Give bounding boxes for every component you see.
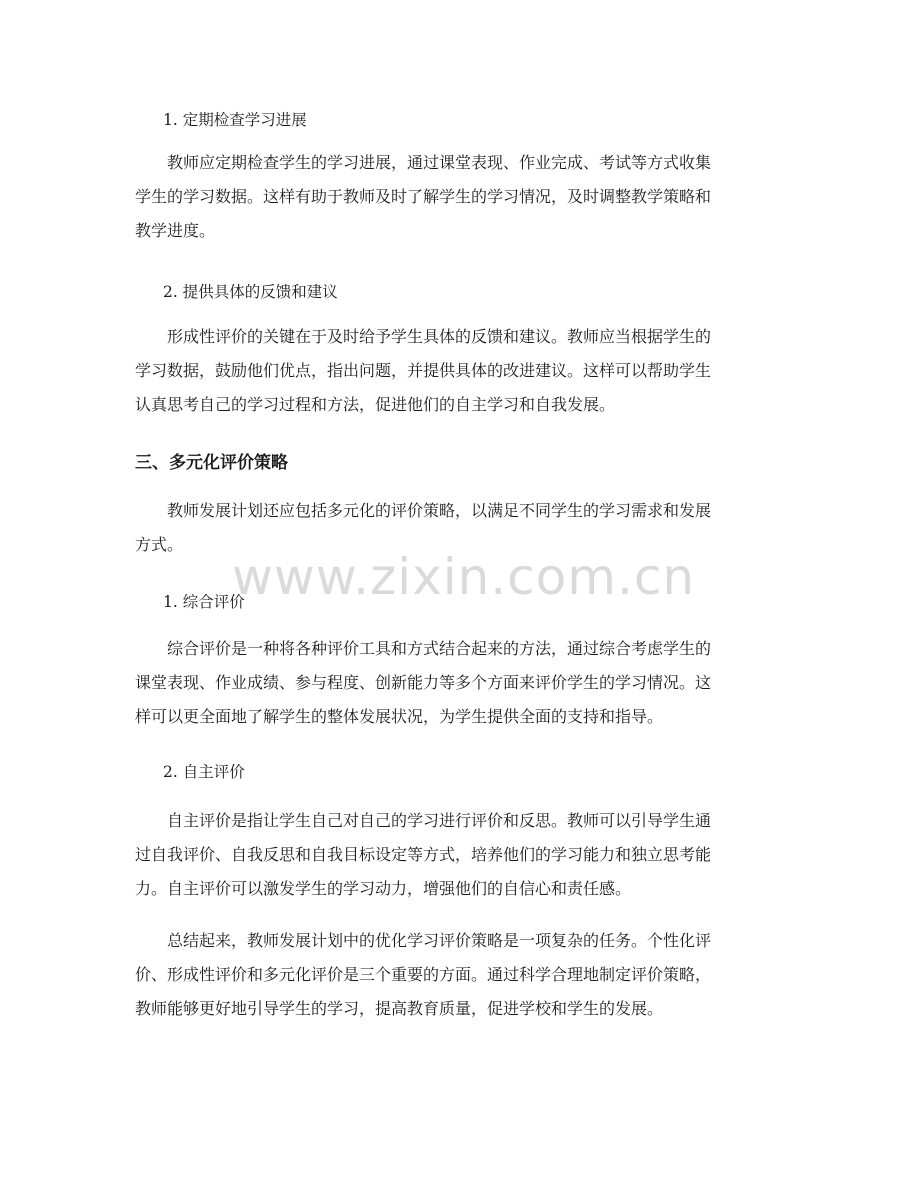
- watermark-text: www.zixin.com.cn: [232, 548, 696, 606]
- paragraph-self-evaluation: [135, 804, 783, 906]
- subheading-feedback: 2. 提供具体的反馈和建议: [163, 283, 338, 301]
- paragraph-line: 教师能够更好地引导学生的学习，提高教育质量，促进学校和学生的发展。: [135, 999, 664, 1018]
- paragraph-line: 教师应定期检查学生的学习进展，通过课堂表现、作业完成、考试等方式收集: [167, 153, 712, 172]
- paragraph-line: 认真思考自己的学习过程和方法，促进他们的自主学习和自我发展。: [135, 395, 616, 414]
- paragraph-regular-check: [135, 146, 783, 248]
- paragraph-line: 自主评价是指让学生自己对自己的学习进行评价和反思。教师可以引导学生通: [167, 811, 712, 830]
- paragraph-feedback: [135, 320, 783, 422]
- paragraph-line: 学生的学习数据。这样有助于教师及时了解学生的学习情况，及时调整教学策略和: [135, 187, 712, 206]
- paragraph-line: 方式。: [135, 535, 184, 554]
- paragraph-line: 价、形成性评价和多元化评价是三个重要的方面。通过科学合理地制定评价策略，: [135, 965, 712, 984]
- section-heading-diversified: 三、多元化评价策略: [135, 453, 288, 473]
- paragraph-comprehensive: [135, 632, 783, 734]
- paragraph-line: 过自我评价、自我反思和自我目标设定等方式，培养他们的学习能力和独立思考能: [135, 845, 712, 864]
- subheading-regular-check: 1. 定期检查学习进展: [163, 111, 307, 129]
- paragraph-line: 教师发展计划还应包括多元化的评价策略，以满足不同学生的学习需求和发展: [167, 501, 712, 520]
- paragraph-line: 学习数据，鼓励他们优点，指出问题，并提供具体的改进建议。这样可以帮助学生: [135, 361, 712, 380]
- paragraph-line: 教学进度。: [135, 221, 216, 240]
- paragraph-line: 样可以更全面地了解学生的整体发展状况，为学生提供全面的支持和指导。: [135, 707, 664, 726]
- paragraph-line: 总结起来，教师发展计划中的优化学习评价策略是一项复杂的任务。个性化评: [167, 931, 712, 950]
- paragraph-line: 综合评价是一种将各种评价工具和方式结合起来的方法，通过综合考虑学生的: [167, 639, 712, 658]
- paragraph-line: 形成性评价的关键在于及时给予学生具体的反馈和建议。教师应当根据学生的: [167, 327, 712, 346]
- paragraph-summary: [135, 924, 783, 1026]
- paragraph-line: 力。自主评价可以激发学生的学习动力，增强他们的自信心和责任感。: [135, 879, 632, 898]
- subheading-self-evaluation: 2. 自主评价: [163, 763, 245, 781]
- paragraph-line: 课堂表现、作业成绩、参与程度、创新能力等多个方面来评价学生的学习情况。这: [135, 673, 712, 692]
- subheading-comprehensive: 1. 综合评价: [163, 593, 245, 611]
